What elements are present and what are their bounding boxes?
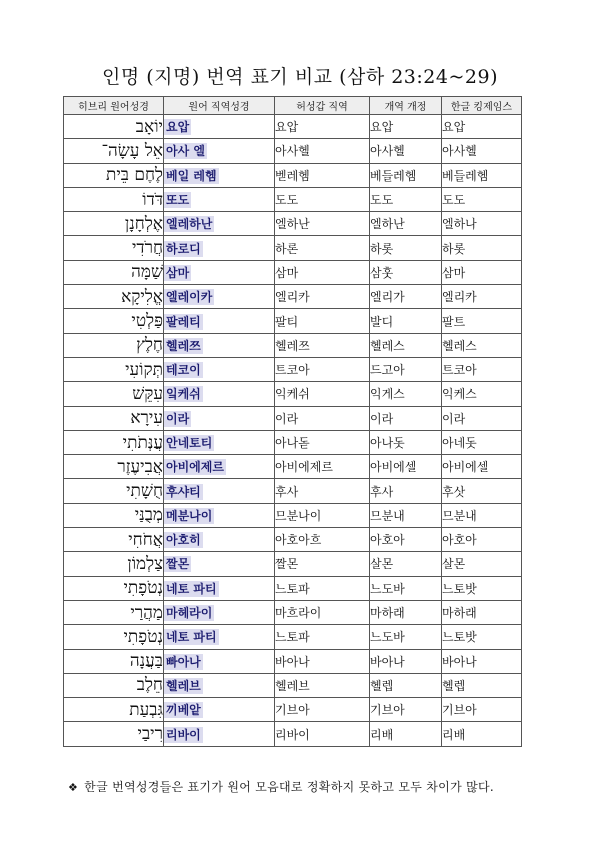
cell-heo-literal: 팔티	[275, 309, 370, 333]
cell-hebrew-original: תְּקוֹעִי	[64, 357, 164, 381]
highlighted-name: 엘레하난	[166, 217, 213, 232]
table-header	[64, 97, 522, 115]
cell-korean-kjv: 헬레스	[442, 333, 522, 357]
cell-literal-translation	[164, 212, 275, 236]
cell-korean-kjv: 아호아	[442, 528, 522, 552]
cell-korean-kjv: 리배	[442, 722, 522, 746]
table-row	[64, 673, 522, 697]
cell-heo-literal: 트코아	[275, 357, 370, 381]
cell-korean-kjv: 팔트	[442, 309, 522, 333]
cell-hebrew-original: עֲנְּתֹתִי	[64, 430, 164, 454]
cell-literal-translation	[164, 382, 275, 406]
cell-heo-literal: 느토파	[275, 576, 370, 600]
highlighted-name: 또도	[166, 193, 190, 208]
cell-literal-translation	[164, 673, 275, 697]
cell-hebrew-original: נְטֹפָתִי	[64, 576, 164, 600]
cell-heo-literal: 익케쉬	[275, 382, 370, 406]
cell-hebrew-original: אֲחֹחִי	[64, 528, 164, 552]
cell-hebrew-original: מְבֻנַּי	[64, 503, 164, 527]
cell-revised-version: 아나돗	[370, 430, 442, 454]
cell-hebrew-original: עִירָא	[64, 406, 164, 430]
cell-literal-translation	[164, 406, 275, 430]
cell-revised-version: 느도바	[370, 576, 442, 600]
cell-korean-kjv: 바아나	[442, 649, 522, 673]
cell-korean-kjv: 마하래	[442, 600, 522, 624]
cell-korean-kjv: 엘하나	[442, 212, 522, 236]
cell-korean-kjv: 요압	[442, 115, 522, 139]
cell-literal-translation	[164, 260, 275, 284]
table-row	[64, 236, 522, 260]
cell-literal-translation	[164, 236, 275, 260]
highlighted-name: 후샤티	[166, 484, 201, 499]
cell-korean-kjv: 하롯	[442, 236, 522, 260]
cell-literal-translation	[164, 115, 275, 139]
cell-revised-version: 엘리가	[370, 285, 442, 309]
highlighted-name: 헬레쯔	[166, 338, 201, 353]
cell-literal-translation	[164, 528, 275, 552]
highlighted-name: 삼마	[166, 265, 190, 280]
highlighted-name: 잌케쉬	[166, 387, 201, 402]
cell-revised-version: 헬렙	[370, 673, 442, 697]
cell-literal-translation	[164, 479, 275, 503]
cell-heo-literal: 아나돋	[275, 430, 370, 454]
cell-heo-literal: 헬레브	[275, 673, 370, 697]
cell-heo-literal: 아사헬	[275, 139, 370, 163]
table-row	[64, 260, 522, 284]
table-row	[64, 285, 522, 309]
cell-revised-version: 익게스	[370, 382, 442, 406]
cell-revised-version: 바아나	[370, 649, 442, 673]
header-row	[64, 97, 522, 115]
cell-korean-kjv: 아비에셀	[442, 455, 522, 479]
table-row	[64, 406, 522, 430]
highlighted-name: 하로디	[166, 241, 201, 256]
cell-hebrew-original: חֻשָׁתִי	[64, 479, 164, 503]
table-body	[64, 115, 522, 747]
cell-korean-kjv: 후삿	[442, 479, 522, 503]
table-row	[64, 528, 522, 552]
cell-literal-translation	[164, 455, 275, 479]
table-row	[64, 479, 522, 503]
cell-korean-kjv: 살몬	[442, 552, 522, 576]
cell-hebrew-original: חֲרֹדִי	[64, 236, 164, 260]
table-row	[64, 430, 522, 454]
highlighted-name: 팔레티	[166, 314, 201, 329]
cell-korean-kjv: 느토밧	[442, 576, 522, 600]
cell-korean-kjv: 아네돗	[442, 430, 522, 454]
table-row	[64, 115, 522, 139]
highlighted-name: 네토 파티	[166, 581, 217, 596]
table-row	[64, 722, 522, 746]
table-row	[64, 357, 522, 381]
cell-hebrew-original: לֶחֶם בֵּית	[64, 163, 164, 187]
cell-hebrew-original: דֹּדוֹ	[64, 187, 164, 211]
highlighted-name: 빠아나	[166, 654, 201, 669]
footnote	[68, 778, 494, 795]
footnote-text: 한글 번역성경들은 표기가 원어 모음대로 정확하지 못하고 모두 차이가 많다.	[84, 780, 494, 794]
cell-hebrew-original: עִקֵּשׁ	[64, 382, 164, 406]
column-header-revised-version: 개역 개정	[370, 97, 442, 115]
cell-heo-literal: 리바이	[275, 722, 370, 746]
cell-revised-version: 베들레헴	[370, 163, 442, 187]
cell-revised-version: 리배	[370, 722, 442, 746]
cell-literal-translation	[164, 600, 275, 624]
cell-literal-translation	[164, 187, 275, 211]
cell-revised-version: 삼훗	[370, 260, 442, 284]
cell-hebrew-original: חֶלֶץ	[64, 333, 164, 357]
cell-korean-kjv: 베들레헴	[442, 163, 522, 187]
cell-hebrew-original: יוֹאָב	[64, 115, 164, 139]
table-row	[64, 503, 522, 527]
highlighted-name: 아호히	[166, 533, 201, 548]
cell-literal-translation	[164, 698, 275, 722]
cell-revised-version: 아호아	[370, 528, 442, 552]
cell-korean-kjv: 아사헬	[442, 139, 522, 163]
cell-heo-literal: 기브아	[275, 698, 370, 722]
cell-heo-literal: 느토파	[275, 625, 370, 649]
cell-korean-kjv: 도도	[442, 187, 522, 211]
column-header-heo-literal: 허성갑 직역	[275, 97, 370, 115]
highlighted-name: 요압	[166, 120, 190, 135]
table-row	[64, 625, 522, 649]
cell-literal-translation	[164, 625, 275, 649]
table-row	[64, 455, 522, 479]
table-row	[64, 163, 522, 187]
cell-revised-version: 아사헬	[370, 139, 442, 163]
cell-korean-kjv: 기브아	[442, 698, 522, 722]
cell-heo-literal: 아호아흐	[275, 528, 370, 552]
cell-heo-literal: 짤몬	[275, 552, 370, 576]
table-row	[64, 187, 522, 211]
cell-revised-version: 아비에셀	[370, 455, 442, 479]
table-row	[64, 139, 522, 163]
cell-korean-kjv: 헬렙	[442, 673, 522, 697]
cell-hebrew-original: אֲבִיעֶזֶר	[64, 455, 164, 479]
cell-korean-kjv: 삼마	[442, 260, 522, 284]
cell-heo-literal: 요압	[275, 115, 370, 139]
cell-literal-translation	[164, 722, 275, 746]
table-row	[64, 309, 522, 333]
cell-heo-literal: 헬레쯔	[275, 333, 370, 357]
cell-korean-kjv: 므분내	[442, 503, 522, 527]
cell-hebrew-original: אֶלְחָנָן	[64, 212, 164, 236]
cell-literal-translation	[164, 503, 275, 527]
cell-heo-literal: 삼마	[275, 260, 370, 284]
highlighted-name: 테코이	[166, 363, 201, 378]
cell-korean-kjv: 느토밧	[442, 625, 522, 649]
cell-revised-version: 후사	[370, 479, 442, 503]
cell-revised-version: 요압	[370, 115, 442, 139]
table-row	[64, 212, 522, 236]
comparison-table	[63, 96, 522, 747]
table-row	[64, 552, 522, 576]
cell-heo-literal: 엘리카	[275, 285, 370, 309]
highlighted-name: 마헤라이	[166, 606, 213, 621]
cell-revised-version: 므분내	[370, 503, 442, 527]
cell-literal-translation	[164, 430, 275, 454]
cell-hebrew-original: צַלְמוֹן	[64, 552, 164, 576]
cell-revised-version: 도도	[370, 187, 442, 211]
cell-literal-translation	[164, 309, 275, 333]
table-row	[64, 382, 522, 406]
cell-revised-version: 느도바	[370, 625, 442, 649]
cell-literal-translation	[164, 552, 275, 576]
cell-literal-translation	[164, 285, 275, 309]
cell-korean-kjv: 익케스	[442, 382, 522, 406]
cell-heo-literal: 이라	[275, 406, 370, 430]
table-row	[64, 576, 522, 600]
cell-revised-version: 엘하난	[370, 212, 442, 236]
highlighted-name: 이라	[166, 411, 190, 426]
table-row	[64, 698, 522, 722]
cell-literal-translation	[164, 576, 275, 600]
cell-hebrew-original: אֵל עָשָׂה־	[64, 139, 164, 163]
cell-heo-literal: 바아나	[275, 649, 370, 673]
column-header-korean-kjv: 한글 킹제임스	[442, 97, 522, 115]
cell-literal-translation	[164, 333, 275, 357]
highlighted-name: 메분나이	[166, 508, 213, 523]
cell-heo-literal: 하론	[275, 236, 370, 260]
highlighted-name: 리바이	[166, 727, 201, 742]
cell-revised-version: 살몬	[370, 552, 442, 576]
column-header-literal-translation: 원어 직역성경	[164, 97, 275, 115]
highlighted-name: 엘레이카	[166, 290, 213, 305]
table-row	[64, 649, 522, 673]
cell-revised-version: 이라	[370, 406, 442, 430]
cell-heo-literal: 후사	[275, 479, 370, 503]
cell-literal-translation	[164, 649, 275, 673]
cell-hebrew-original: אֱלִיקָא	[64, 285, 164, 309]
highlighted-name: 짤몬	[166, 557, 190, 572]
cell-revised-version: 하롯	[370, 236, 442, 260]
cell-heo-literal: 도도	[275, 187, 370, 211]
cell-revised-version: 헬레스	[370, 333, 442, 357]
cell-heo-literal: 마흐라이	[275, 600, 370, 624]
cell-literal-translation	[164, 357, 275, 381]
cell-literal-translation	[164, 139, 275, 163]
table-row	[64, 600, 522, 624]
cell-revised-version: 발디	[370, 309, 442, 333]
column-header-hebrew-original: 히브리 원어성경	[64, 97, 164, 115]
highlighted-name: 아비에제르	[166, 460, 224, 475]
cell-korean-kjv: 엘리카	[442, 285, 522, 309]
cell-hebrew-original: רִיבַי	[64, 722, 164, 746]
cell-hebrew-original: בַּעֲנָה	[64, 649, 164, 673]
cell-revised-version: 드고아	[370, 357, 442, 381]
cell-heo-literal: 므분나이	[275, 503, 370, 527]
highlighted-name: 네토 파티	[166, 630, 217, 645]
cell-hebrew-original: פַּלְטִי	[64, 309, 164, 333]
diamond-bullet-icon: ❖	[68, 781, 79, 794]
cell-korean-kjv: 트코아	[442, 357, 522, 381]
highlighted-name: 헬레브	[166, 678, 201, 693]
cell-hebrew-original: מַהֲרַי	[64, 600, 164, 624]
cell-hebrew-original: שַׁמָּה	[64, 260, 164, 284]
cell-hebrew-original: נְטֹפָתִי	[64, 625, 164, 649]
page-title: 인명 (지명) 번역 표기 비교 (삼하 23:24~29)	[102, 66, 498, 88]
cell-heo-literal: 아비에제르	[275, 455, 370, 479]
cell-revised-version: 마하래	[370, 600, 442, 624]
cell-heo-literal: 엘하난	[275, 212, 370, 236]
table-row	[64, 333, 522, 357]
cell-hebrew-original: חֵלֶב	[64, 673, 164, 697]
cell-hebrew-original: גִּבְעַת	[64, 698, 164, 722]
highlighted-name: 아사 엘	[166, 144, 205, 159]
cell-literal-translation	[164, 163, 275, 187]
highlighted-name: 베일 레헴	[166, 168, 217, 183]
cell-revised-version: 기브아	[370, 698, 442, 722]
cell-heo-literal: 벧레헴	[275, 163, 370, 187]
highlighted-name: 안네토티	[166, 436, 213, 450]
cell-korean-kjv: 이라	[442, 406, 522, 430]
highlighted-name: 끼베앝	[166, 703, 201, 718]
